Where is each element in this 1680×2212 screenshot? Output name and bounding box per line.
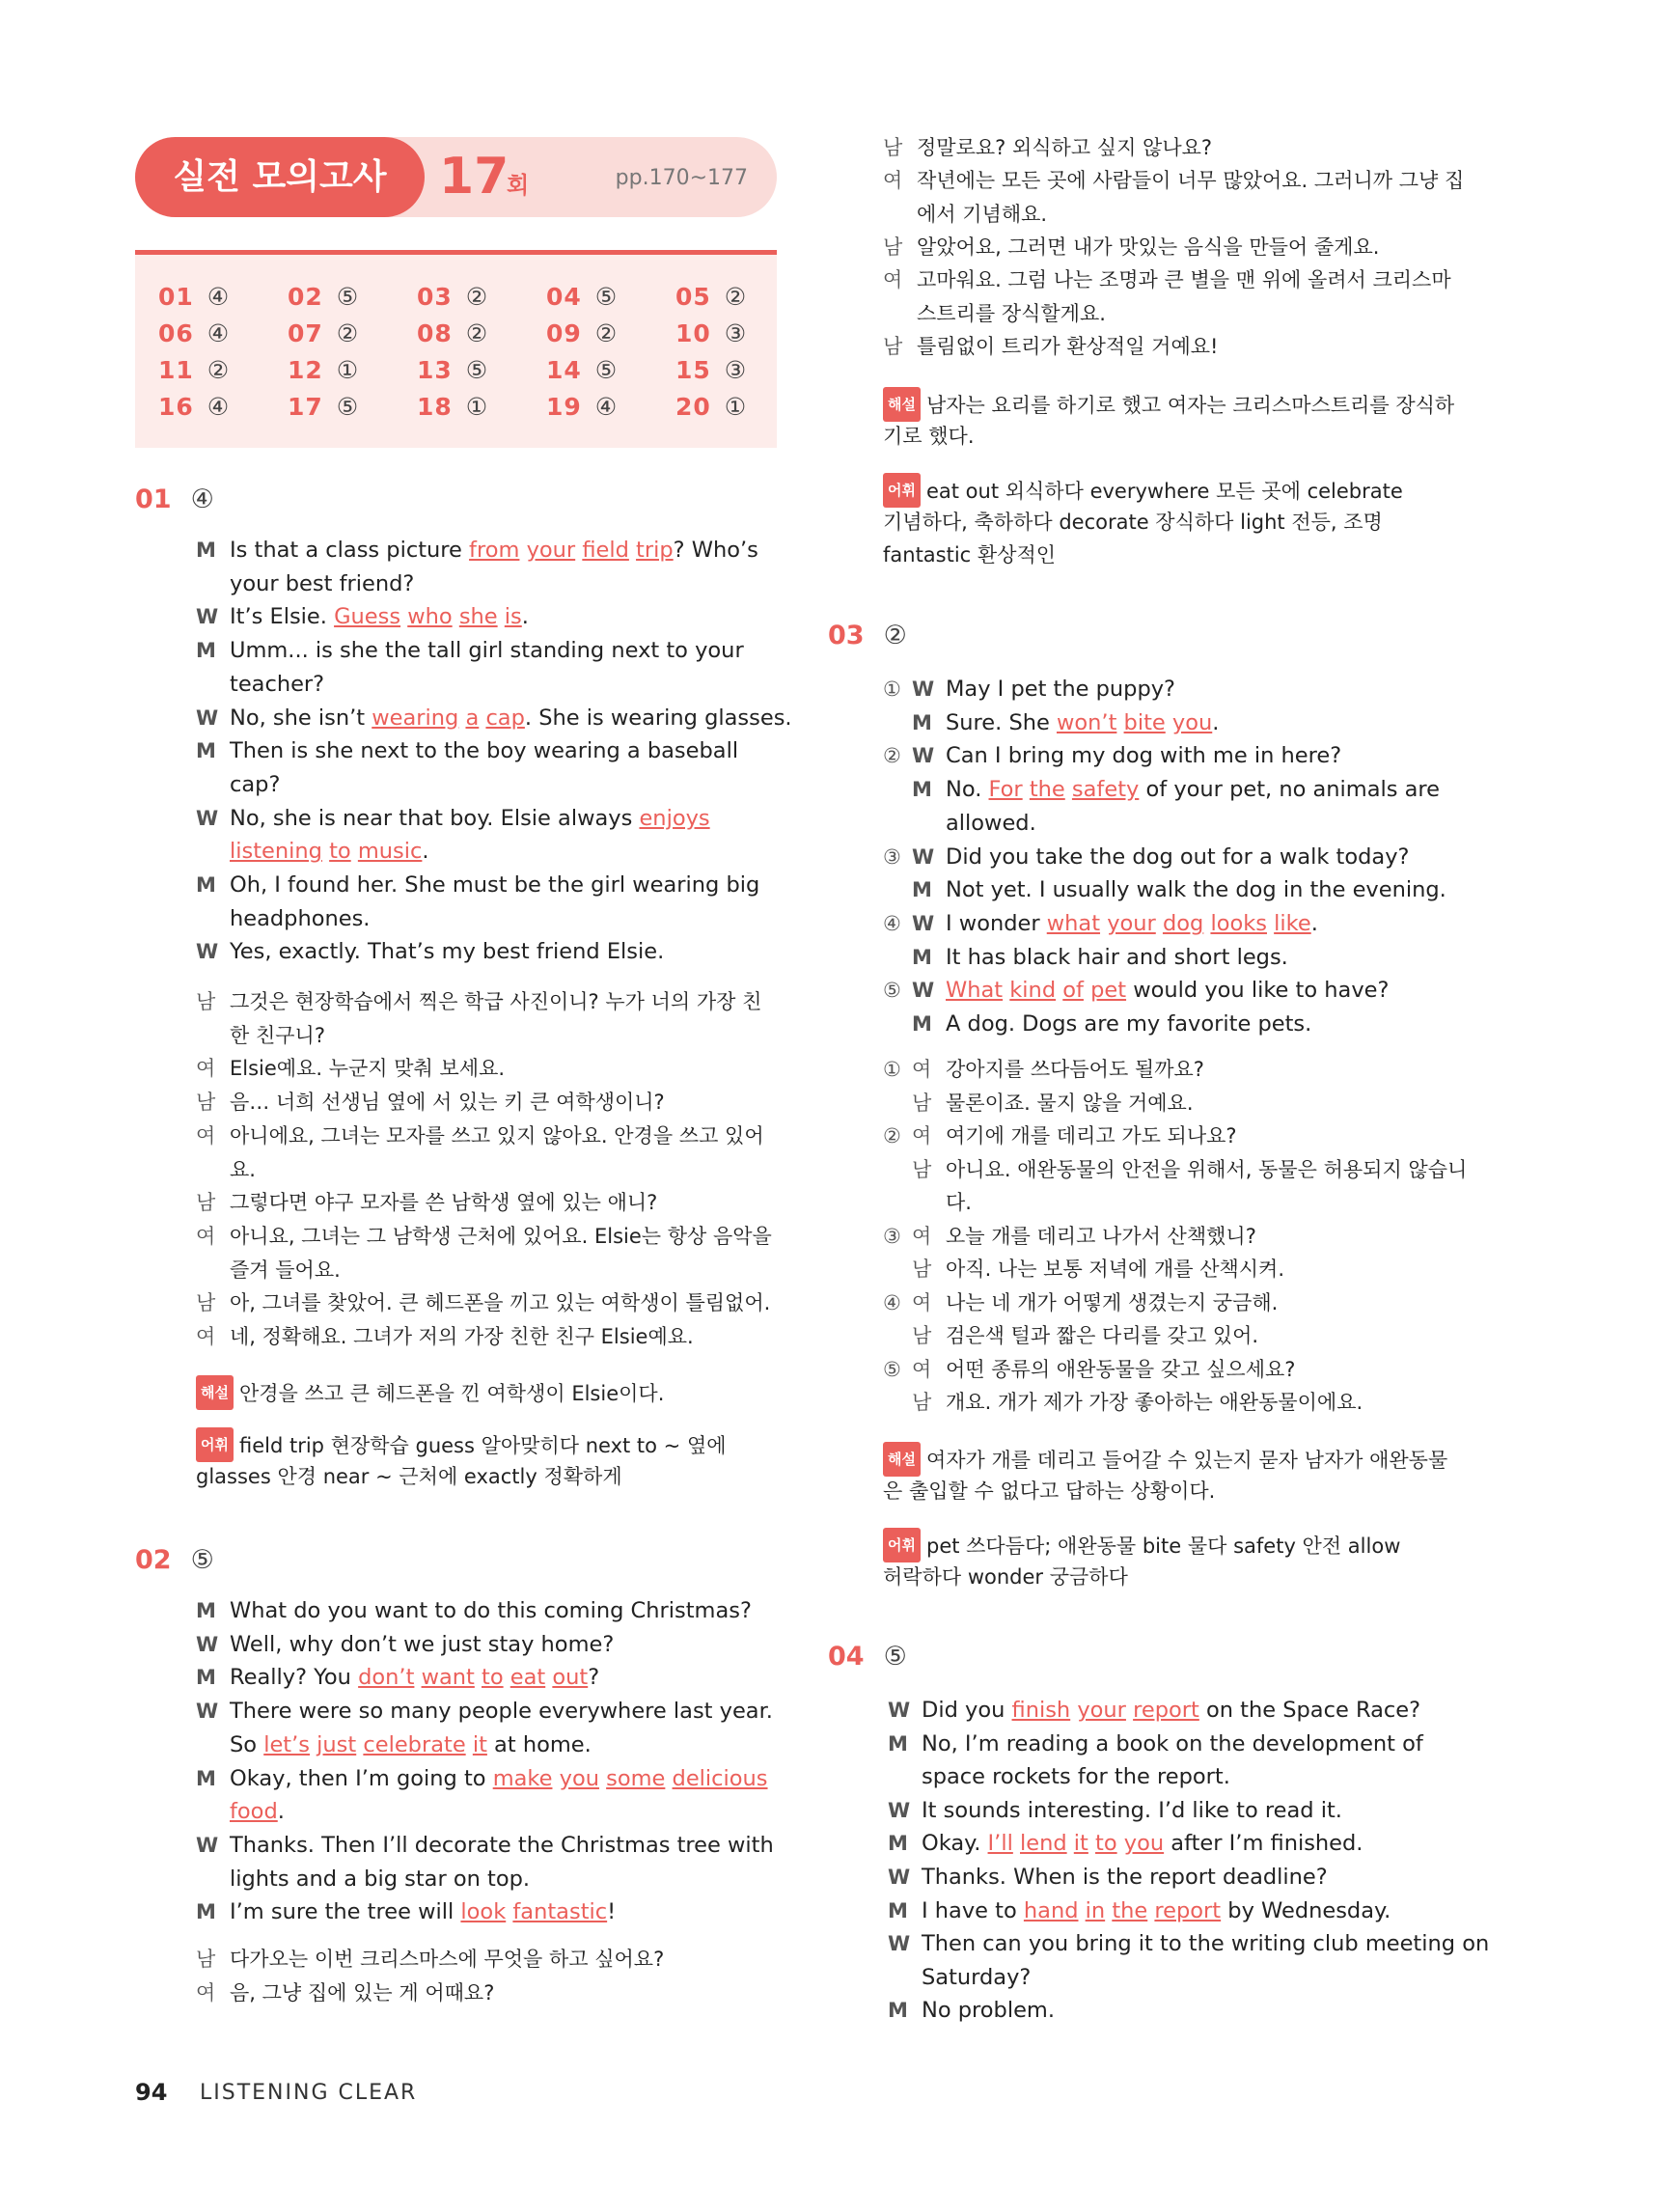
blank-answer: fantastic <box>512 1899 608 1925</box>
dialogue-line: allowed. <box>946 810 1036 836</box>
speaker-label-kr: 여 <box>196 1325 216 1348</box>
blank-answer: want <box>421 1665 475 1691</box>
translation-line: 에서 기념해요. <box>917 202 1048 226</box>
translation-line: 그것은 현장학습에서 찍은 학급 사진이니? 누가 너의 가장 친 <box>230 990 762 1013</box>
choice-number: ③ <box>883 1224 901 1248</box>
speaker-label: W <box>888 1798 911 1822</box>
vocabulary: 어휘 field trip 현장학습 guess 알아맞히다 next to ~ 옆에 <box>196 1427 727 1462</box>
translation-line: 음, 그냥 집에 있는 게 어때요? <box>230 1980 495 2005</box>
choice-number: ④ <box>883 911 901 935</box>
dialogue-line: It sounds interesting. I’d like to read it. <box>922 1797 1342 1823</box>
dialogue-line: It’s Elsie. Guess who she is. <box>230 604 529 630</box>
dialogue-line: teacher? <box>230 671 325 697</box>
translation-line: 아, 그녀를 찾았어. 큰 헤드폰을 끼고 있는 여학생이 틀림없어. <box>230 1291 771 1315</box>
speaker-label: W <box>912 844 935 869</box>
blank-answer: report <box>1154 1897 1222 1923</box>
blank-answer: lend <box>1020 1831 1067 1857</box>
speaker-label: W <box>888 1699 911 1722</box>
blank-answer: trip <box>636 538 674 563</box>
dialogue-line: Really? You don’t want to eat out? <box>230 1665 600 1691</box>
speaker-label-kr: 남 <box>196 1948 216 1971</box>
blank-answer: wearing <box>372 705 459 731</box>
answer-11: 11 ② <box>158 356 231 384</box>
explanation-tag: 해설 <box>883 1442 921 1477</box>
speaker-label: M <box>912 878 932 902</box>
dialogue-line: Can I bring my dog with me in here? <box>946 743 1342 769</box>
blank-answer: let’s <box>263 1731 310 1757</box>
speaker-label-kr: 여 <box>196 1057 216 1081</box>
dialogue-line: Then can you bring it to the writing club meeting on <box>922 1931 1490 1957</box>
speaker-label: W <box>196 806 219 830</box>
vocabulary: 어휘 eat out 외식하다 everywhere 모든 곳에 celebrate <box>883 473 1403 508</box>
blank-answer: you <box>1171 709 1213 735</box>
dialogue-line: Yes, exactly. That’s my best friend Elsie. <box>230 939 665 965</box>
blank-answer: the <box>1112 1897 1148 1923</box>
dialogue-line: No, she isn’t wearing a cap. She is wearing glasses. <box>230 705 792 731</box>
speaker-label-kr: 남 <box>912 1157 932 1181</box>
blank-answer: make <box>492 1765 553 1791</box>
blank-answer: to <box>329 839 351 865</box>
translation-line: 아직. 나는 보통 저녁에 개를 산책시켜. <box>946 1258 1285 1281</box>
blank-answer: your <box>1107 910 1156 936</box>
page-range: pp.170~177 <box>615 166 748 190</box>
speaker-label: M <box>196 1599 216 1622</box>
choice-number: ② <box>883 1124 901 1147</box>
translation-line: 틀림없이 트리가 환상적일 거예요! <box>917 334 1219 358</box>
speaker-label-kr: 여 <box>883 268 903 292</box>
blank-answer: kind <box>1009 978 1057 1004</box>
blank-answer: you <box>1123 1831 1165 1857</box>
dialogue-line: It has black hair and short legs. <box>946 944 1288 970</box>
speaker-label: M <box>196 1666 216 1690</box>
answer-03: 03 ② <box>417 283 489 311</box>
footer-title: LISTENING CLEAR <box>200 2081 418 2105</box>
speaker-label: W <box>196 1632 219 1656</box>
dialogue-line: May I pet the puppy? <box>946 677 1175 702</box>
blank-answer: from <box>469 538 520 563</box>
speaker-label: W <box>888 1932 911 1956</box>
vocabulary-tag: 어휘 <box>883 1528 921 1562</box>
blank-answer: hand <box>1023 1897 1079 1923</box>
dialogue-line: Saturday? <box>922 1964 1032 1990</box>
translation-line: 아니에요, 그녀는 모자를 쓰고 있지 않아요. 안경을 쓰고 있어 <box>230 1123 764 1147</box>
blank-answer: music <box>357 839 423 865</box>
answer-15: 15 ③ <box>675 356 748 384</box>
speaker-label-kr: 여 <box>912 1058 932 1081</box>
test-header <box>135 137 777 217</box>
translation-line: 다가오는 이번 크리스마스에 무엇을 하고 싶어요? <box>230 1948 665 1971</box>
speaker-label-kr: 남 <box>196 1291 216 1315</box>
translation-line: 작년에는 모든 곳에 사람들이 너무 많았어요. 그러니까 그냥 집 <box>917 169 1465 193</box>
speaker-label-kr: 남 <box>196 1091 216 1115</box>
dialogue-line: No. For the safety of your pet, no animals are <box>946 777 1441 803</box>
translation-line: 오늘 개를 데리고 나가서 산책했니? <box>946 1224 1256 1248</box>
speaker-label: W <box>196 940 219 964</box>
speaker-label: M <box>888 1731 908 1756</box>
speaker-label-kr: 여 <box>912 1124 932 1147</box>
dialogue-line: lights and a big star on top. <box>230 1866 531 1892</box>
dialogue-line: your best friend? <box>230 570 415 596</box>
translation-line: 한 친구니? <box>230 1023 325 1047</box>
blank-answer: enjoys <box>639 805 710 831</box>
blank-answer: of <box>1062 978 1084 1004</box>
dialogue-line: I’m sure the tree will look fantastic! <box>230 1899 617 1925</box>
blank-answer: looks <box>1210 910 1267 936</box>
blank-answer: look <box>460 1899 507 1925</box>
speaker-label-kr: 남 <box>196 990 216 1013</box>
blank-answer: who <box>407 604 453 630</box>
vocabulary-tag: 어휘 <box>196 1427 234 1462</box>
dialogue-line: Not yet. I usually walk the dog in the evening. <box>946 877 1446 903</box>
answer-01: 01 ④ <box>158 283 231 311</box>
blank-answer: safety <box>1071 777 1140 803</box>
speaker-label: M <box>888 1832 908 1856</box>
speaker-label: M <box>912 778 932 802</box>
explanation: 해설 여자가 개를 데리고 들어갈 수 있는지 묻자 남자가 애완동물 <box>883 1442 1447 1477</box>
blank-answer: cap <box>485 705 525 731</box>
translation-line: 강아지를 쓰다듬어도 될까요? <box>946 1058 1204 1081</box>
speaker-label-kr: 여 <box>912 1357 932 1381</box>
speaker-label: M <box>196 1900 216 1924</box>
dialogue-line: Okay. I’ll lend it to you after I’m finished. <box>922 1831 1363 1857</box>
answer-07: 07 ② <box>288 319 360 347</box>
speaker-label: M <box>196 739 216 763</box>
choice-number: ③ <box>883 844 901 869</box>
blank-answer: I’ll <box>987 1831 1013 1857</box>
speaker-label-kr: 여 <box>912 1224 932 1248</box>
translation-line: 네, 정확해요. 그녀가 저의 가장 친한 친구 Elsie예요. <box>230 1325 694 1348</box>
dialogue-line: I wonder what your dog looks like. <box>946 910 1318 936</box>
vocabulary-tag: 어휘 <box>883 473 921 508</box>
vocabulary: 어휘 pet 쓰다듬다; 애완동물 bite 물다 safety 안전 allow <box>883 1528 1400 1562</box>
dialogue-line: Sure. She won’t bite you. <box>946 709 1220 735</box>
dialogue-line: No, she is near that boy. Elsie always enjoys <box>230 805 710 831</box>
blank-answer: celebrate <box>363 1731 466 1757</box>
translation-line: Elsie예요. 누군지 맞춰 보세요. <box>230 1057 506 1081</box>
blank-answer: a <box>465 705 480 731</box>
explanation: 은 출입할 수 없다고 답하는 상황이다. <box>883 1479 1216 1503</box>
dialogue-line: A dog. Dogs are my favorite pets. <box>946 1011 1312 1037</box>
speaker-label: W <box>196 705 219 730</box>
question-02-header: 02 ⑤ <box>135 1545 214 1575</box>
blank-answer: won’t <box>1056 709 1117 735</box>
blank-answer: it <box>1073 1831 1088 1857</box>
translation-line: 물론이죠. 물지 않을 거예요. <box>946 1091 1194 1115</box>
blank-answer: bite <box>1123 709 1166 735</box>
speaker-label-kr: 남 <box>912 1324 932 1347</box>
dialogue-line: listening to music. <box>230 839 429 865</box>
speaker-label-kr: 여 <box>196 1224 216 1248</box>
dialogue-line: I have to hand in the report by Wednesday. <box>922 1897 1391 1923</box>
blank-answer: don’t <box>358 1665 415 1691</box>
translation-line: 요. <box>230 1157 256 1181</box>
speaker-label: M <box>888 1999 908 2023</box>
answer-04: 04 ⑤ <box>546 283 619 311</box>
vocabulary: 허락하다 wonder 궁금하다 <box>883 1565 1128 1589</box>
speaker-label: M <box>196 1766 216 1790</box>
choice-number: ① <box>883 677 901 701</box>
blank-answer: For <box>988 777 1023 803</box>
blank-answer: it <box>472 1731 487 1757</box>
dialogue-line: Umm... is she the tall girl standing next to your <box>230 638 744 664</box>
answer-14: 14 ⑤ <box>546 356 619 384</box>
answer-20: 20 ① <box>675 393 748 421</box>
speaker-label-kr: 남 <box>883 334 903 358</box>
dialogue-line: cap? <box>230 771 281 797</box>
answer-17: 17 ⑤ <box>288 393 360 421</box>
dialogue-line: space rockets for the report. <box>922 1764 1230 1790</box>
speaker-label: W <box>196 605 219 629</box>
blank-answer: Guess <box>334 604 401 630</box>
test-number: 17 <box>439 148 510 206</box>
speaker-label: W <box>912 911 935 935</box>
blank-answer: eat <box>510 1665 546 1691</box>
speaker-label-kr: 여 <box>196 1980 216 2005</box>
speaker-label-kr: 남 <box>196 1191 216 1215</box>
translation-line: 즐겨 들어요. <box>230 1258 341 1282</box>
blank-answer: just <box>317 1731 357 1757</box>
dialogue-line: Thanks. When is the report deadline? <box>922 1865 1328 1890</box>
dialogue-line: Oh, I found her. She must be the girl wearing big <box>230 872 760 898</box>
blank-answer: finish <box>1011 1698 1071 1723</box>
speaker-label: W <box>912 677 935 701</box>
translation-line: 음… 너희 선생님 옆에 서 있는 키 큰 여학생이니? <box>230 1091 665 1115</box>
question-04-header: 04 ⑤ <box>828 1642 907 1672</box>
test-unit: 회 <box>507 172 530 199</box>
speaker-label: M <box>912 710 932 734</box>
dialogue-line: What do you want to do this coming Christmas? <box>230 1598 752 1623</box>
dialogue-line: What kind of pet would you like to have? <box>946 978 1390 1004</box>
blank-answer: field <box>582 538 629 563</box>
translation-line: 검은색 털과 짧은 다리를 갖고 있어. <box>946 1324 1259 1347</box>
explanation-tag: 해설 <box>196 1375 234 1410</box>
choice-number: ① <box>883 1058 901 1081</box>
speaker-label: M <box>196 539 216 562</box>
blank-answer: you <box>559 1765 599 1791</box>
speaker-label-kr: 여 <box>883 169 903 193</box>
blank-answer: your <box>1077 1698 1126 1723</box>
dialogue-line: No, I’m reading a book on the development of <box>922 1730 1423 1756</box>
dialogue-line: Thanks. Then I’ll decorate the Christmas tree with <box>230 1832 774 1858</box>
blank-answer: to <box>1095 1831 1117 1857</box>
page-number: 94 <box>135 2079 168 2106</box>
blank-answer: like <box>1274 910 1311 936</box>
dialogue-line: food. <box>230 1799 285 1825</box>
choice-number: ⑤ <box>883 979 901 1003</box>
speaker-label-kr: 남 <box>912 1258 932 1281</box>
blank-answer: What <box>946 978 1004 1004</box>
vocabulary: glasses 안경 near ~ 근처에 exactly 정확하게 <box>196 1465 622 1488</box>
blank-answer: dog <box>1162 910 1204 936</box>
speaker-label: M <box>196 639 216 663</box>
blank-answer: food <box>230 1799 278 1825</box>
dialogue-line: Okay, then I’m going to make you some delicious <box>230 1765 768 1791</box>
speaker-label-kr: 남 <box>883 136 903 159</box>
dialogue-line: Did you finish your report on the Space Race? <box>922 1698 1421 1723</box>
speaker-label: W <box>888 1866 911 1889</box>
dialogue-line: No problem. <box>922 1998 1055 2024</box>
blank-answer: in <box>1085 1897 1106 1923</box>
answer-06: 06 ④ <box>158 319 231 347</box>
blank-answer: delicious <box>672 1765 768 1791</box>
explanation: 해설 남자는 요리를 하기로 했고 여자는 크리스마스트리를 장식하 <box>883 387 1454 422</box>
translation-line: 개요. 개가 제가 가장 좋아하는 애완동물이에요. <box>946 1391 1363 1414</box>
answer-05: 05 ② <box>675 283 748 311</box>
blank-answer: the <box>1029 777 1065 803</box>
speaker-label: M <box>196 873 216 897</box>
answer-18: 18 ① <box>417 393 489 421</box>
choice-number: ⑤ <box>883 1357 901 1381</box>
question-01-header: 01 ④ <box>135 484 214 514</box>
blank-answer: to <box>482 1665 504 1691</box>
speaker-label-kr: 남 <box>883 235 903 259</box>
question-03-header: 03 ② <box>828 621 907 650</box>
speaker-label-kr: 여 <box>196 1123 216 1147</box>
blank-answer: your <box>526 538 576 563</box>
dialogue-line: So let’s just celebrate it at home. <box>230 1731 592 1757</box>
blank-answer: listening <box>230 839 322 865</box>
answer-key <box>135 250 777 448</box>
answer-09: 09 ② <box>546 319 619 347</box>
explanation: 기로 했다. <box>883 425 975 448</box>
blank-answer: she <box>458 604 498 630</box>
answer-12: 12 ① <box>288 356 360 384</box>
dialogue-line: There were so many people everywhere last year. <box>230 1699 773 1725</box>
dialogue-line: headphones. <box>230 905 371 931</box>
speaker-label: W <box>196 1700 219 1724</box>
vocabulary: 기념하다, 축하하다 decorate 장식하다 light 전등, 조명 <box>883 511 1383 534</box>
translation-line: 나는 네 개가 어떻게 생겼는지 궁금해. <box>946 1290 1279 1314</box>
answer-02: 02 ⑤ <box>288 283 360 311</box>
translation-line: 아니요, 그녀는 그 남학생 근처에 있어요. Elsie는 항상 음악을 <box>230 1224 772 1248</box>
dialogue-line: Then is she next to the boy wearing a baseball <box>230 738 739 764</box>
blank-answer: out <box>552 1665 589 1691</box>
explanation-tag: 해설 <box>883 387 921 422</box>
speaker-label: M <box>912 1012 932 1036</box>
answer-10: 10 ③ <box>675 319 748 347</box>
answer-16: 16 ④ <box>158 393 231 421</box>
answer-19: 19 ④ <box>546 393 619 421</box>
speaker-label-kr: 남 <box>912 1091 932 1115</box>
translation-line: 어떤 종류의 애완동물을 갖고 싶으세요? <box>946 1357 1296 1381</box>
dialogue-line: Did you take the dog out for a walk today? <box>946 843 1410 870</box>
translation-line: 스트리를 장식할게요. <box>917 301 1106 325</box>
translation-line: 여기에 개를 데리고 가도 되나요? <box>946 1124 1237 1147</box>
speaker-label: W <box>912 744 935 768</box>
translation-line: 정말로요? 외식하고 싶지 않나요? <box>917 136 1213 159</box>
blank-answer: some <box>606 1765 666 1791</box>
test-title: 실전 모의고사 <box>135 137 425 217</box>
speaker-label: M <box>912 945 932 969</box>
vocabulary: fantastic 환상적인 <box>883 543 1057 567</box>
answer-08: 08 ② <box>417 319 489 347</box>
blank-answer: what <box>1046 910 1101 936</box>
dialogue-line: Is that a class picture from your field trip? Who’s <box>230 538 758 563</box>
blank-answer: is <box>504 604 522 630</box>
speaker-label: W <box>912 979 935 1003</box>
speaker-label-kr: 남 <box>912 1391 932 1414</box>
speaker-label: M <box>888 1898 908 1922</box>
speaker-label-kr: 여 <box>912 1290 932 1314</box>
speaker-label: W <box>196 1833 219 1857</box>
answer-13: 13 ⑤ <box>417 356 489 384</box>
translation-line: 다. <box>946 1191 972 1214</box>
translation-line: 고마워요. 그럼 나는 조명과 큰 별을 맨 위에 올려서 크리스마 <box>917 268 1451 292</box>
translation-line: 그렇다면 야구 모자를 쓴 남학생 옆에 있는 애니? <box>230 1191 658 1215</box>
blank-answer: report <box>1133 1698 1199 1723</box>
translation-line: 알았어요, 그러면 내가 맛있는 음식을 만들어 줄게요. <box>917 235 1380 259</box>
choice-number: ② <box>883 744 901 768</box>
blank-answer: pet <box>1090 978 1127 1004</box>
explanation: 해설 안경을 쓰고 큰 헤드폰을 낀 여학생이 Elsie이다. <box>196 1375 664 1410</box>
choice-number: ④ <box>883 1290 901 1314</box>
translation-line: 아니요. 애완동물의 안전을 위해서, 동물은 허용되지 않습니 <box>946 1157 1468 1181</box>
dialogue-line: Well, why don’t we just stay home? <box>230 1631 615 1657</box>
